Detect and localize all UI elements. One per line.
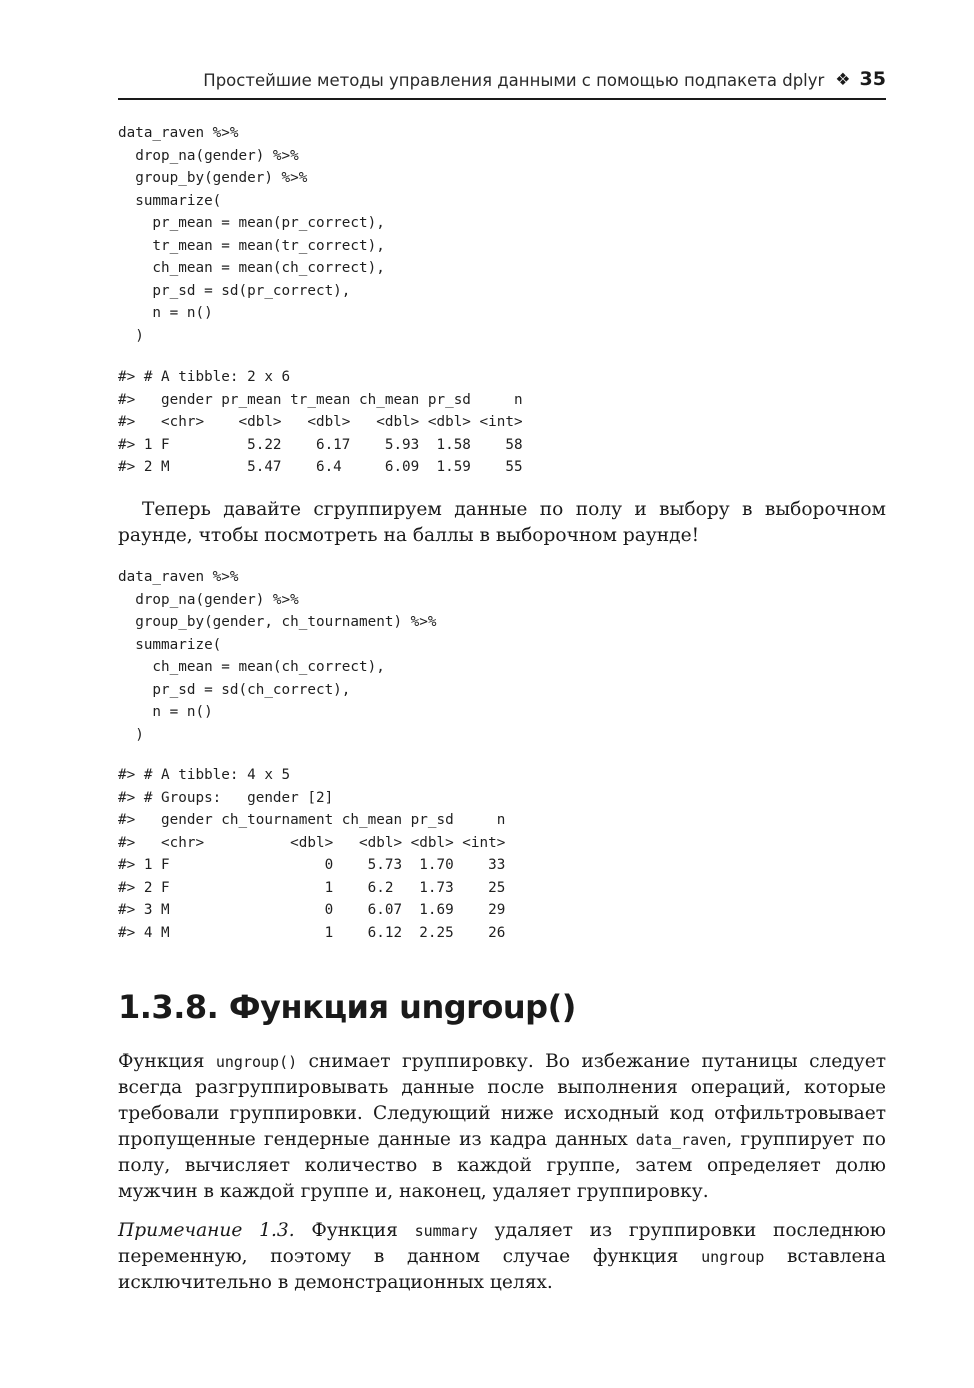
paragraph-2-text-1: Функция [118,1051,216,1072]
note-label: Примечание 1.3. [118,1220,295,1241]
inline-code-ungroup: ungroup() [215,1053,298,1071]
note-text-3: вставлена исключительно в демонстрационных целях. [118,1246,886,1293]
note-text-2: удаляет из группировки последнюю переменную, поэтому в данном случае функция [118,1220,886,1267]
paragraph-2-text-2: снимает группировку. Во избежание путаницы следует всегда разгруппировывать данные после выполнения операций, которые требовали группировки. Следующий ниже исходный код отфильтровывает пропущенные гендерные данные из кадра данных [118,1051,886,1150]
inline-code-summary: summary [414,1222,478,1240]
paragraph-2-text-3: , группирует по полу, вычисляет количество в каждой группе, затем определяет долю мужчин в каждой группе и, наконец, удаляет группировку. [118,1129,886,1202]
code-block-1-source: data_raven %>% drop_na(gender) %>% group_by(gender) %>% summarize( pr_mean = mean(pr_correct), tr_mean = mean(tr_correct), ch_mean = mean(ch_correct), pr_sd = sd(pr_correct), n = n() ) [118,125,385,344]
page-number: 35 [859,68,886,90]
code-block-2-output: #> # A tibble: 4 x 5 #> # Groups: gender [2] #> gender ch_tournament ch_mean pr_sd n #> <chr> <dbl> <dbl> <dbl> <int> #> 1 F 0 5.73 1.70 33 #> 2 F 1 6.2 1.73 25 #> 3 M 0 6.07 1.69 29 #> 4 M 1 6.12 2.25 26 [118,767,506,941]
inline-code-ungroup-note: ungroup [701,1248,765,1266]
code-block-1-output: #> # A tibble: 2 x 6 #> gender pr_mean tr_mean ch_mean pr_sd n #> <chr> <dbl> <dbl> <dbl> <dbl> <int> #> 1 F 5.22 6.17 5.93 1.58 58 #> 2 M 5.47 6.4 6.09 1.59 55 [118,369,523,475]
note-paragraph [118,1218,886,1296]
inline-code-data-raven: data_raven [635,1131,727,1149]
paragraph-2 [118,1049,886,1205]
section-heading: 1.3.8. Функция ungroup() [118,988,576,1026]
paragraph-1: Теперь давайте сгруппируем данные по полу и выбору в выборочном раунде, чтобы посмотреть на баллы в выборочном раунде! [118,499,886,546]
note-text-1: Функция [294,1220,415,1241]
code-block-2-source: data_raven %>% drop_na(gender) %>% group_by(gender, ch_tournament) %>% summarize( ch_mean = mean(ch_correct), pr_sd = sd(ch_correct), n = n() ) [118,569,437,743]
running-title: Простейшие методы управления данными с помощью подпакета dplyr [203,71,825,90]
ornament-icon: ❖ [835,70,851,90]
running-header [118,68,886,100]
